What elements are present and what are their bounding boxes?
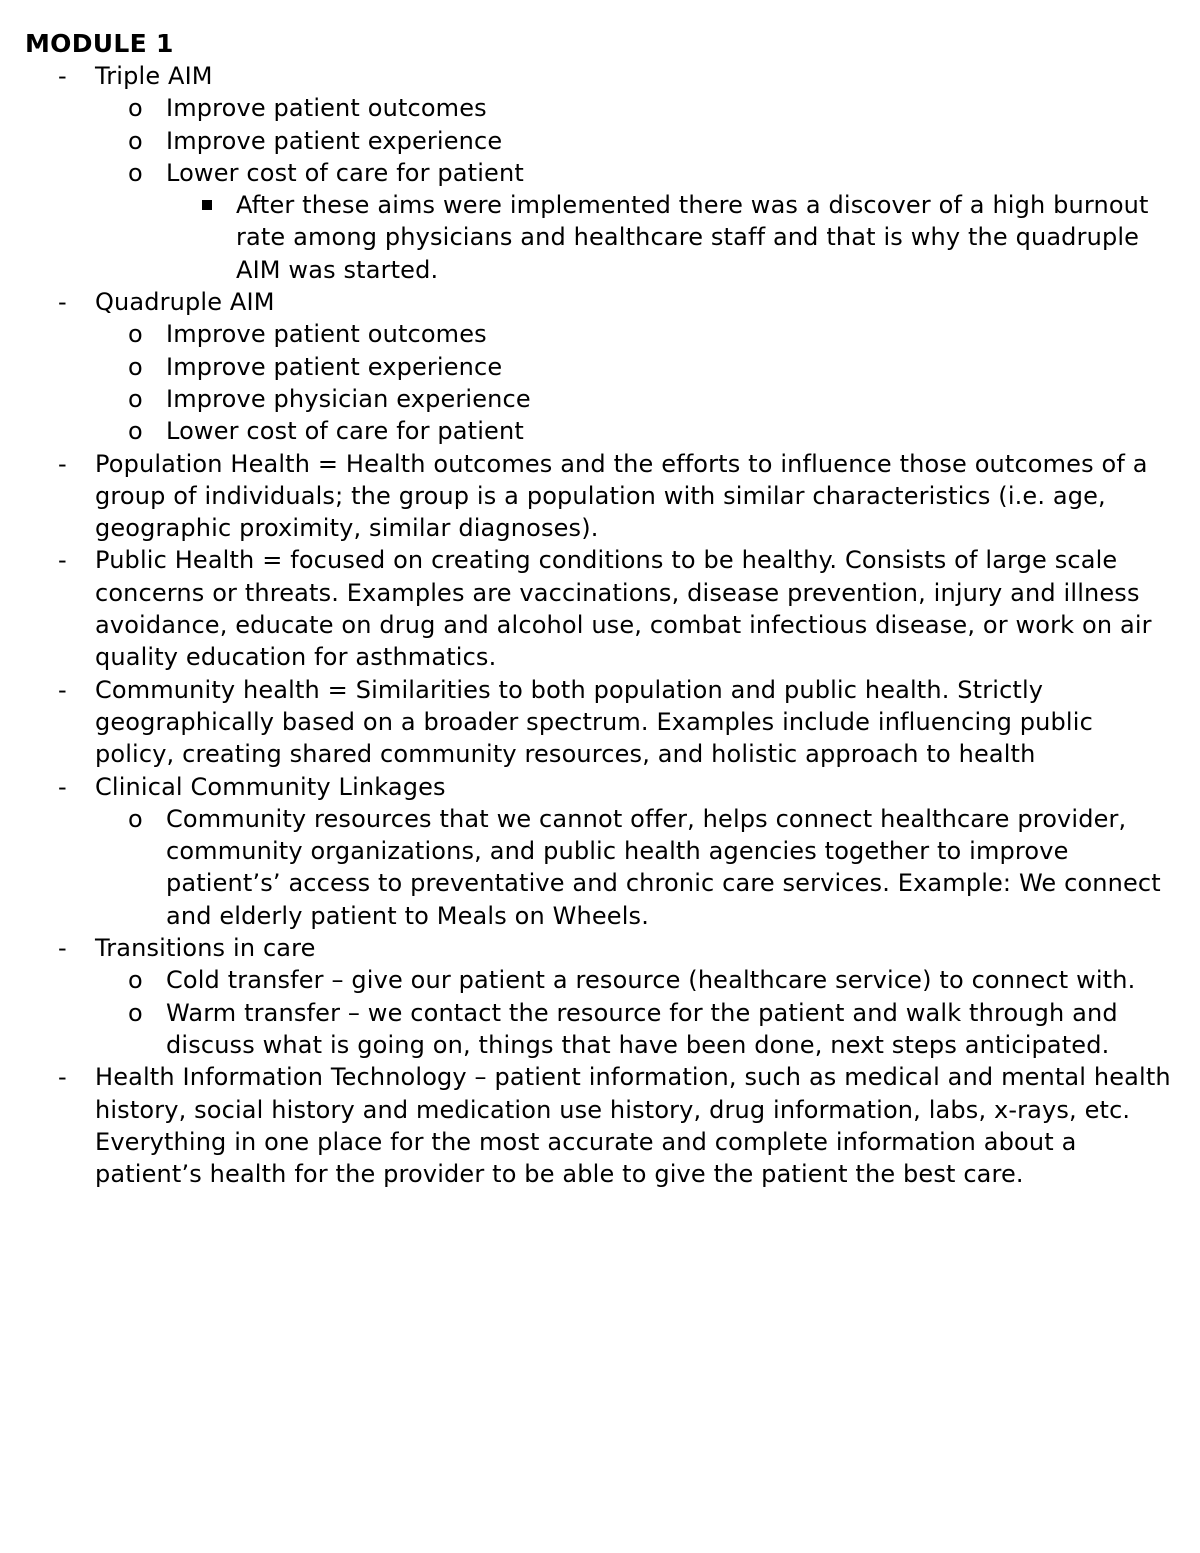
list-item [0,1061,1173,1190]
list-item [0,415,1173,447]
circle-bullet: o [128,998,143,1027]
dash-bullet: - [58,449,67,478]
list-item [0,674,1173,771]
list-item [0,448,1173,545]
list-item-text: Improve physician experience [166,384,531,413]
list-item [0,60,1173,92]
list-item [0,318,1173,350]
list-item-text: Population Health = Health outcomes and the efforts to influence those outcomes of a group of individuals; the group is a population with similar characteristics (i.e. age, geographic proximity, similar diagnoses). [95,449,1148,543]
list-item-text: Cold transfer – give our patient a resource (healthcare service) to connect with. [166,966,1136,995]
square-bullet-icon [202,200,212,210]
list-item [0,383,1173,415]
list-item [0,964,1173,996]
circle-bullet: o [128,352,143,381]
list-item-text: After these aims were implemented there was a discover of a high burnout rate among physicians and healthcare staff and that is why the quadruple AIM was started. [236,191,1149,284]
dash-bullet: - [58,675,67,704]
list-item-text: Improve patient experience [166,352,503,381]
list-item [0,92,1173,124]
dash-bullet: - [58,934,67,963]
list-item-text: Transitions in care [95,934,316,963]
list-item-text: Lower cost of care for patient [166,417,524,446]
circle-bullet: o [128,94,143,123]
dash-bullet: - [58,772,67,801]
list-item [0,286,1173,318]
circle-bullet: o [128,320,143,349]
dash-bullet: - [58,1063,67,1092]
circle-bullet: o [128,804,143,833]
list-item-text: Lower cost of care for patient [166,158,524,187]
circle-bullet: o [128,417,143,446]
list-item [0,157,1173,189]
dash-bullet: - [58,62,67,90]
circle-bullet: o [128,384,143,413]
list-item-text: Improve patient outcomes [166,320,487,349]
list-item-text: Health Information Technology – patient information, such as medical and mental health history, social history and medication use history, drug information, labs, x-rays, etc. Everything in one place for the most accurate and complete information about a patient’s health for the provider to be able to give the patient the best care. [95,1063,1171,1189]
list-item-text: Community resources that we cannot offer, helps connect healthcare provider, community organizations, and public health agencies together to improve patient’s’ access to preventative and chronic care services. Example: We connect and elderly patient to Meals on Wheels. [166,804,1161,930]
list-item-text: Community health = Similarities to both population and public health. Strictly geographically based on a broader spectrum. Examples include influencing public policy, creating shared community resources, and holistic approach to health [95,675,1093,769]
list-item-text: Warm transfer – we contact the resource for the patient and walk through and discuss what is going on, things that have been done, next steps anticipated. [166,998,1118,1059]
dash-bullet: - [58,546,67,575]
circle-bullet: o [128,126,143,155]
list-item-text: Triple AIM [95,62,213,90]
list-item [0,544,1173,673]
list-item-text: Quadruple AIM [95,288,275,317]
list-item-text: Clinical Community Linkages [95,772,446,801]
list-item [0,803,1173,932]
list-item [0,189,1173,286]
list-item [0,125,1173,157]
document-title: MODULE 1 [25,29,174,58]
dash-bullet: - [58,288,67,317]
list-item [0,997,1173,1062]
circle-bullet: o [128,158,143,187]
list-item [0,771,1173,803]
list-item-text: Improve patient experience [166,126,503,155]
document-body [0,60,1200,1190]
list-item-text: Public Health = focused on creating conditions to be healthy. Consists of large scale concerns or threats. Examples are vaccinations, disease prevention, injury and illness avoidance, educate on drug and alcohol use, combat infectious disease, or work on air quality education for asthmatics. [95,546,1152,672]
list-item [0,351,1173,383]
list-item-text: Improve patient outcomes [166,94,487,123]
circle-bullet: o [128,966,143,995]
list-item [0,932,1173,964]
